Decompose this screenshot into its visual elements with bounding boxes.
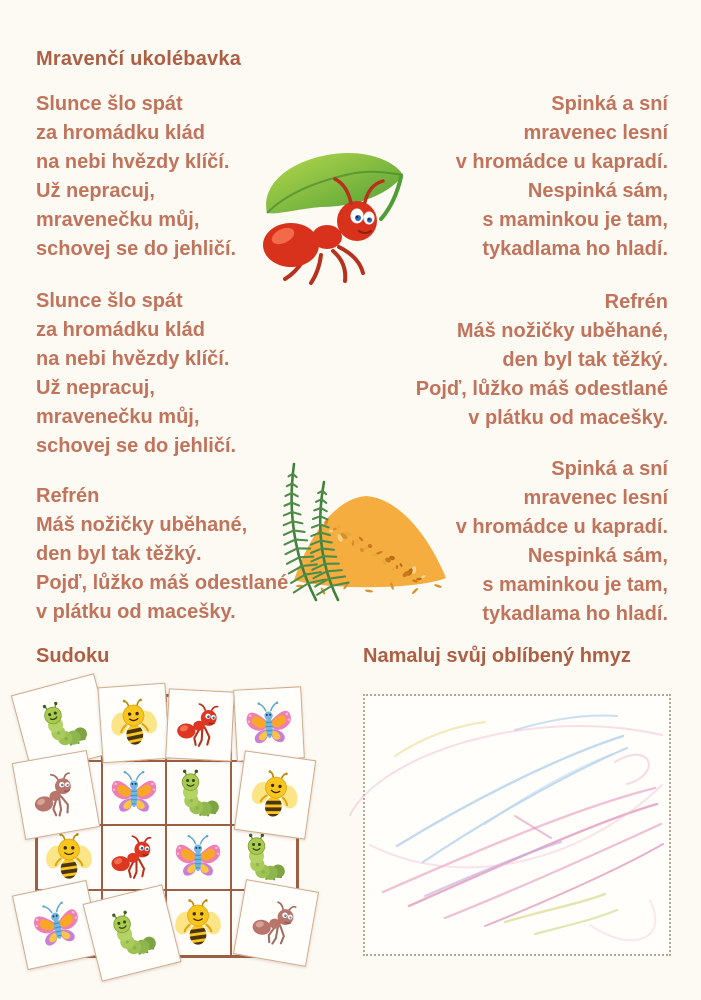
lyric-line: Máš nožičky uběhané,	[36, 514, 248, 536]
butterfly-icon	[28, 895, 87, 954]
sudoku-cell[interactable]	[38, 762, 103, 827]
lyric-line: den byl tak těžký.	[36, 543, 202, 565]
lyric-line: za hromádku klád	[36, 319, 205, 341]
lyric-verse-sleep-right-1	[456, 90, 668, 264]
lyric-line: tykadlama ho hladí.	[482, 603, 668, 625]
lyric-line: Slunce šlo spát	[36, 290, 183, 312]
sudoku-cell[interactable]	[167, 697, 232, 762]
lyric-line: Spinká a sní	[551, 93, 668, 115]
bee-icon	[173, 898, 223, 948]
lyric-line: s maminkou je tam,	[482, 574, 668, 596]
lyric-refren-right	[416, 288, 668, 433]
caterpillar-icon	[101, 902, 162, 963]
lyric-line: Slunce šlo spát	[36, 93, 183, 115]
bee-icon	[44, 832, 94, 882]
bee-icon	[107, 697, 160, 750]
page-title: Mravenčí ukolébavka	[36, 48, 242, 70]
bee-icon	[247, 767, 303, 823]
sudoku-cell[interactable]	[232, 697, 297, 762]
crayon-scribbles	[365, 696, 669, 954]
sudoku-cell[interactable]	[232, 762, 297, 827]
lyric-line: schovej se do jehličí.	[36, 435, 237, 457]
sudoku-cell[interactable]	[167, 762, 232, 827]
sudoku-cell[interactable]	[103, 891, 168, 956]
lyric-verse-1-left	[36, 90, 236, 264]
lyric-line: Už nepracuj,	[36, 180, 155, 202]
lyric-line: na nebi hvězdy klíčí.	[36, 348, 230, 370]
lyric-line: za hromádku klád	[36, 122, 205, 144]
insect-card[interactable]	[165, 689, 235, 762]
sudoku-cell[interactable]	[103, 826, 168, 891]
lyric-line: v hromádce u kapradí.	[455, 151, 668, 173]
lyric-line: mravenec lesní	[523, 122, 668, 144]
insect-card[interactable]	[234, 750, 316, 839]
insect-cell	[173, 832, 223, 882]
ant-icon	[247, 894, 305, 952]
lyric-line: Refrén	[36, 485, 100, 507]
sudoku-cell[interactable]	[232, 891, 297, 956]
lyric-line: Nespinká sám,	[527, 545, 668, 567]
butterfly-icon	[173, 832, 223, 882]
insect-cell	[173, 898, 223, 948]
fern-anthill-illustration	[266, 452, 464, 602]
lyric-verse-sleep-right-2	[456, 455, 668, 629]
insect-cell	[109, 832, 159, 882]
ant-icon	[109, 832, 159, 882]
insect-cell	[109, 768, 159, 818]
lyric-line: v plátku od macešky.	[468, 407, 668, 429]
caterpillar-icon	[239, 832, 289, 882]
ant-icon	[174, 699, 227, 752]
lyric-line: Nespinká sám,	[527, 180, 668, 202]
insect-cell	[239, 832, 289, 882]
insect-card[interactable]	[233, 879, 319, 967]
lyric-line: mravenečku můj,	[36, 406, 200, 428]
sudoku-cell[interactable]	[103, 762, 168, 827]
lyric-line: schovej se do jehličí.	[36, 238, 237, 260]
lyric-line: Refrén	[604, 291, 668, 313]
drawing-heading: Namaluj svůj oblíbený hmyz	[363, 645, 631, 667]
lyric-line: s maminkou je tam,	[482, 209, 668, 231]
caterpillar-icon	[33, 694, 94, 755]
insect-cell	[44, 832, 94, 882]
sudoku-heading: Sudoku	[36, 645, 110, 667]
sudoku-cell[interactable]	[167, 826, 232, 891]
butterfly-icon	[242, 698, 295, 751]
insect-card[interactable]	[233, 687, 305, 762]
lyric-verse-2-left	[36, 287, 236, 461]
sudoku-grid[interactable]	[35, 694, 299, 958]
lyric-line: na nebi hvězdy klíčí.	[36, 151, 230, 173]
lyric-line: Už nepracuj,	[36, 377, 155, 399]
lyric-line: Spinká a sní	[551, 458, 668, 480]
lyric-line: tykadlama ho hladí.	[482, 238, 668, 260]
insect-cell	[173, 768, 223, 818]
lyric-line: v plátku od macešky.	[36, 601, 236, 623]
lyric-line: Máš nožičky uběhané,	[456, 320, 668, 342]
caterpillar-icon	[173, 768, 223, 818]
ant-icon	[27, 766, 85, 824]
drawing-area[interactable]	[363, 694, 671, 956]
lyric-refren-left	[36, 482, 288, 627]
sudoku-cell[interactable]	[103, 697, 168, 762]
lyric-line: v hromádce u kapradí.	[455, 516, 668, 538]
insect-card[interactable]	[12, 750, 100, 840]
lyric-line: mravenečku můj,	[36, 209, 200, 231]
ant-carrying-leaf-illustration	[255, 133, 415, 285]
butterfly-icon	[109, 768, 159, 818]
insect-card[interactable]	[97, 683, 170, 764]
lyric-line: mravenec lesní	[523, 487, 668, 509]
lyric-line: Pojď, lůžko máš odestlané	[36, 572, 289, 594]
lyric-line: den byl tak těžký.	[502, 349, 668, 371]
lyric-line: Pojď, lůžko máš odestlané	[415, 378, 668, 400]
